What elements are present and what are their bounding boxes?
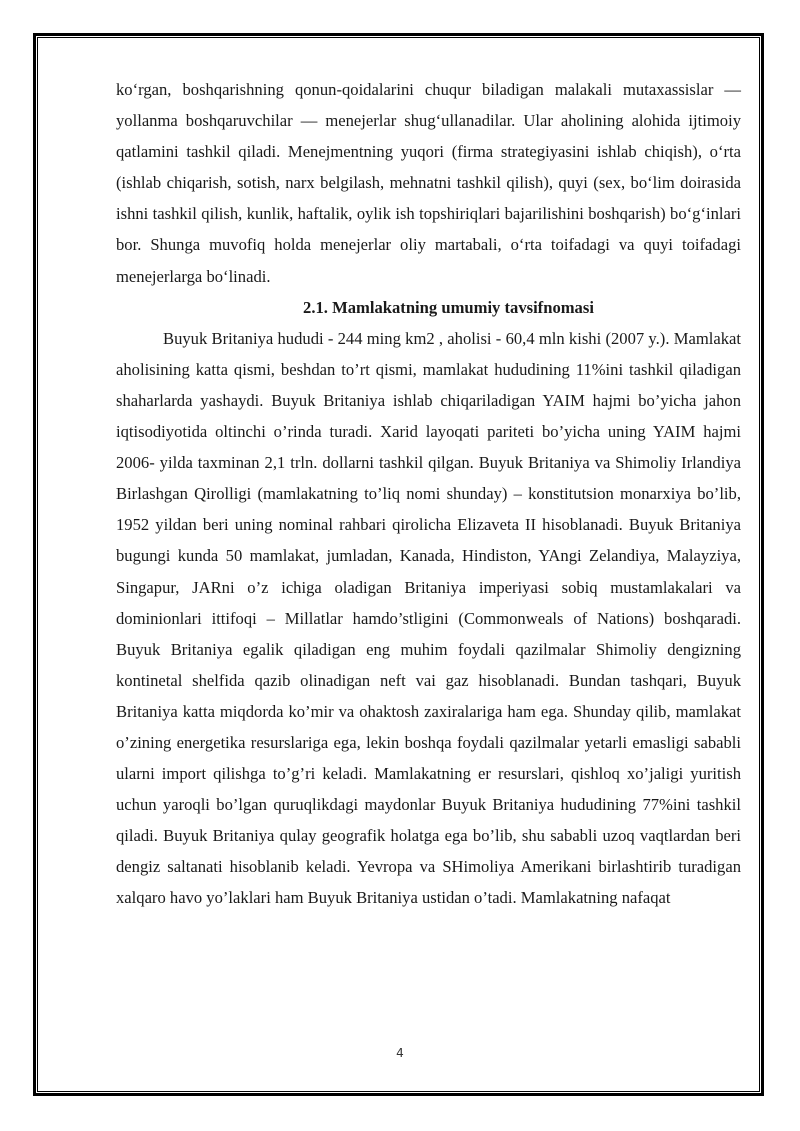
section-heading: 2.1. Mamlakatning umumiy tavsifnomasi	[303, 297, 594, 317]
document-body	[116, 74, 741, 914]
paragraph-continuation: ko‘rgan, boshqarishning qonun-qoidalarini chuqur biladigan malakali mutaxassislar — yollanma boshqaruvchilar — menejerlar shug‘ullanadilar. Ular aholining alohida ijtimoiy qatlamini tashkil qiladi. Menejmentning yuqori (firma strategiyasini ishlab chiqish), o‘rta (ishlab chiqarish, sotish, narx belgilash, mehnatni tashkil qilish), quyi (sex, bo‘lim doirasida ishni tashkil qilish, kunlik, haftalik, oylik ish topshiriqlari bajarilishini boshqarish) bo‘g‘inlari bor. Shunga muvofiq holda menejerlar oliy martabali, o‘rta toifadagi va quyi toifadagi menejerlarga bo‘linadi.	[116, 80, 741, 286]
page-number: 4	[396, 1046, 404, 1060]
paragraph-country-overview: Buyuk Britaniya hududi - 244 ming km2 , aholisi - 60,4 mln kishi (2007 y.). Mamlakat aholisining katta qismi, beshdan to’rt qismi, mamlakat hududining 11%ini tashkil qiladigan shaharlarda yashaydi. Buyuk Britaniya ishlab chiqariladigan YAIM hajmi bo’yicha jahon iqtisodiyotida oltinchi o’rinda turadi. Xarid layoqati pariteti bo’yicha uning YAIM hajmi 2006- yilda taxminan 2,1 trln. dollarni tashkil qilgan. Buyuk Britaniya va Shimoliy Irlandiya Birlashgan Qirolligi (mamlakatning to’liq nomi shunday) – konstitutsion monarxiya bo’lib, 1952 yildan beri uning nominal rahbari qirolicha Elizaveta II hisoblanadi. Buyuk Britaniya bugungi kunda 50 mamlakat, jumladan, Kanada, Hindiston, YAngi Zelandiya, Malayziya, Singapur, JARni o’z ichiga oladigan Britaniya imperiyasi sobiq mustamlakalari va dominionlari ittifoqi – Millatlar hamdo’stligini (Commonweals of Nations) boshqaradi. Buyuk Britaniya egalik qiladigan eng muhim foydali qazilmalar Shimoliy dengizning kontinetal shelfida qazib olinadigan neft vai gaz hisoblanadi. Bundan tashqari, Buyuk Britaniya katta miqdorda ko’mir va ohaktosh zaxiralariga ham ega. Shunday qilib, mamlakat o’zining energetika resurslariga ega, lekin boshqa foydali qazilmalar yetarli emasligi sababli ularni import qilishga to’g’ri keladi. Mamlakatning er resurslari, qishloq xo’jaligi yuritish uchun yaroqli bo’lgan quruqlikdagi maydonlar Buyuk Britaniya hududining 77%ini tashkil qiladi. Buyuk Britaniya qulay geografik holatga ega bo’lib, shu sababli uzoq vaqtlardan beri dengiz saltanati hisoblanib keladi. Yevropa va SHimoliya Amerikani birlashtirib turadigan xalqaro havo yo’laklari ham Buyuk Britaniya ustidan o’tadi. Mamlakatning nafaqat	[116, 328, 741, 908]
